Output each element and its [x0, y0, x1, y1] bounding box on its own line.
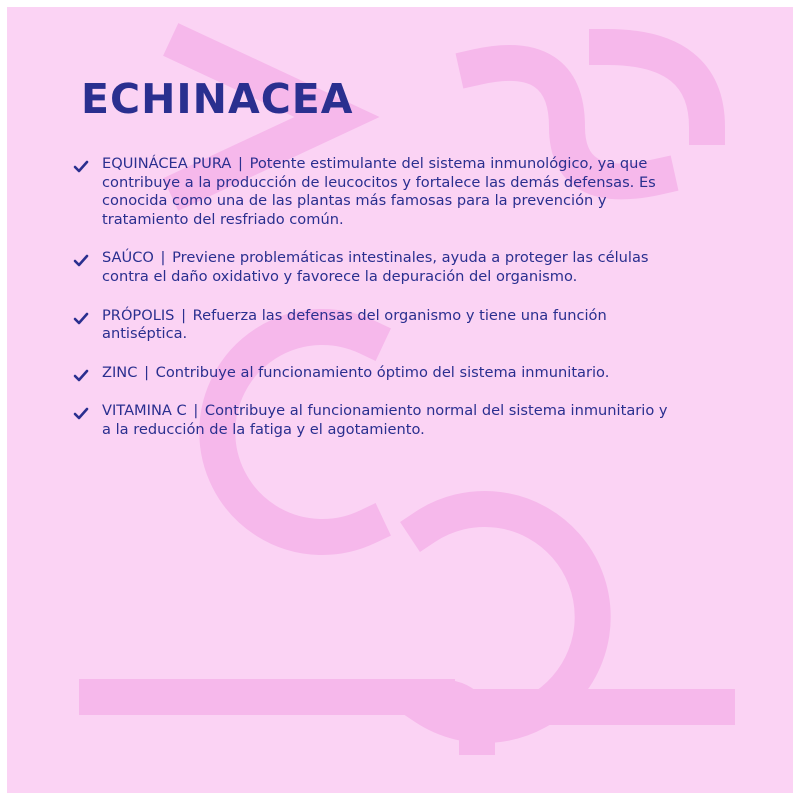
checkmark-icon [73, 369, 89, 382]
list-item [73, 307, 673, 344]
ingredient-list [73, 155, 673, 460]
ingredient-name: ZINC [102, 363, 138, 381]
checkmark-icon [73, 254, 89, 267]
checkmark-icon [73, 160, 89, 173]
separator: | [238, 155, 243, 172]
ingredient-name: SAÚCO [102, 249, 154, 267]
list-item [73, 364, 673, 383]
ingredient-description: Contribuye al funcionamiento óptimo del sistema inmunitario. [155, 363, 610, 381]
ingredient-description: Refuerza las defensas del organismo y tiene una función antiséptica. [102, 306, 607, 343]
list-item [73, 155, 673, 229]
separator: | [160, 249, 166, 267]
content-card [7, 7, 793, 793]
page-title: ECHINACEA [81, 75, 354, 123]
separator: | [181, 306, 186, 324]
ingredient-description: Contribuye al funcionamiento normal del sistema inmunitario y a la reducción de la fatiga y el agotamiento. [102, 402, 668, 438]
ingredient-description: Previene problemáticas intestinales, ayuda a proteger las células contra el daño oxidativo y favorece la depuración del organismo. [102, 249, 649, 285]
ingredient-name: EQUINÁCEA PURA [102, 155, 232, 172]
ingredient-name: VITAMINA C [102, 402, 187, 420]
list-item [73, 402, 673, 439]
list-item [73, 249, 673, 286]
ingredient-description: Potente estimulante del sistema inmunológico, ya que contribuye a la producción de leucocitos y fortalece las demás defensas. Es conocida como una de las plantas más famosas para la prevención y tratamiento del resfriado común. [102, 155, 656, 228]
separator: | [193, 402, 199, 420]
checkmark-icon [73, 407, 89, 420]
checkmark-icon [73, 312, 89, 325]
ingredient-name: PRÓPOLIS [102, 306, 175, 324]
separator: | [144, 363, 149, 381]
